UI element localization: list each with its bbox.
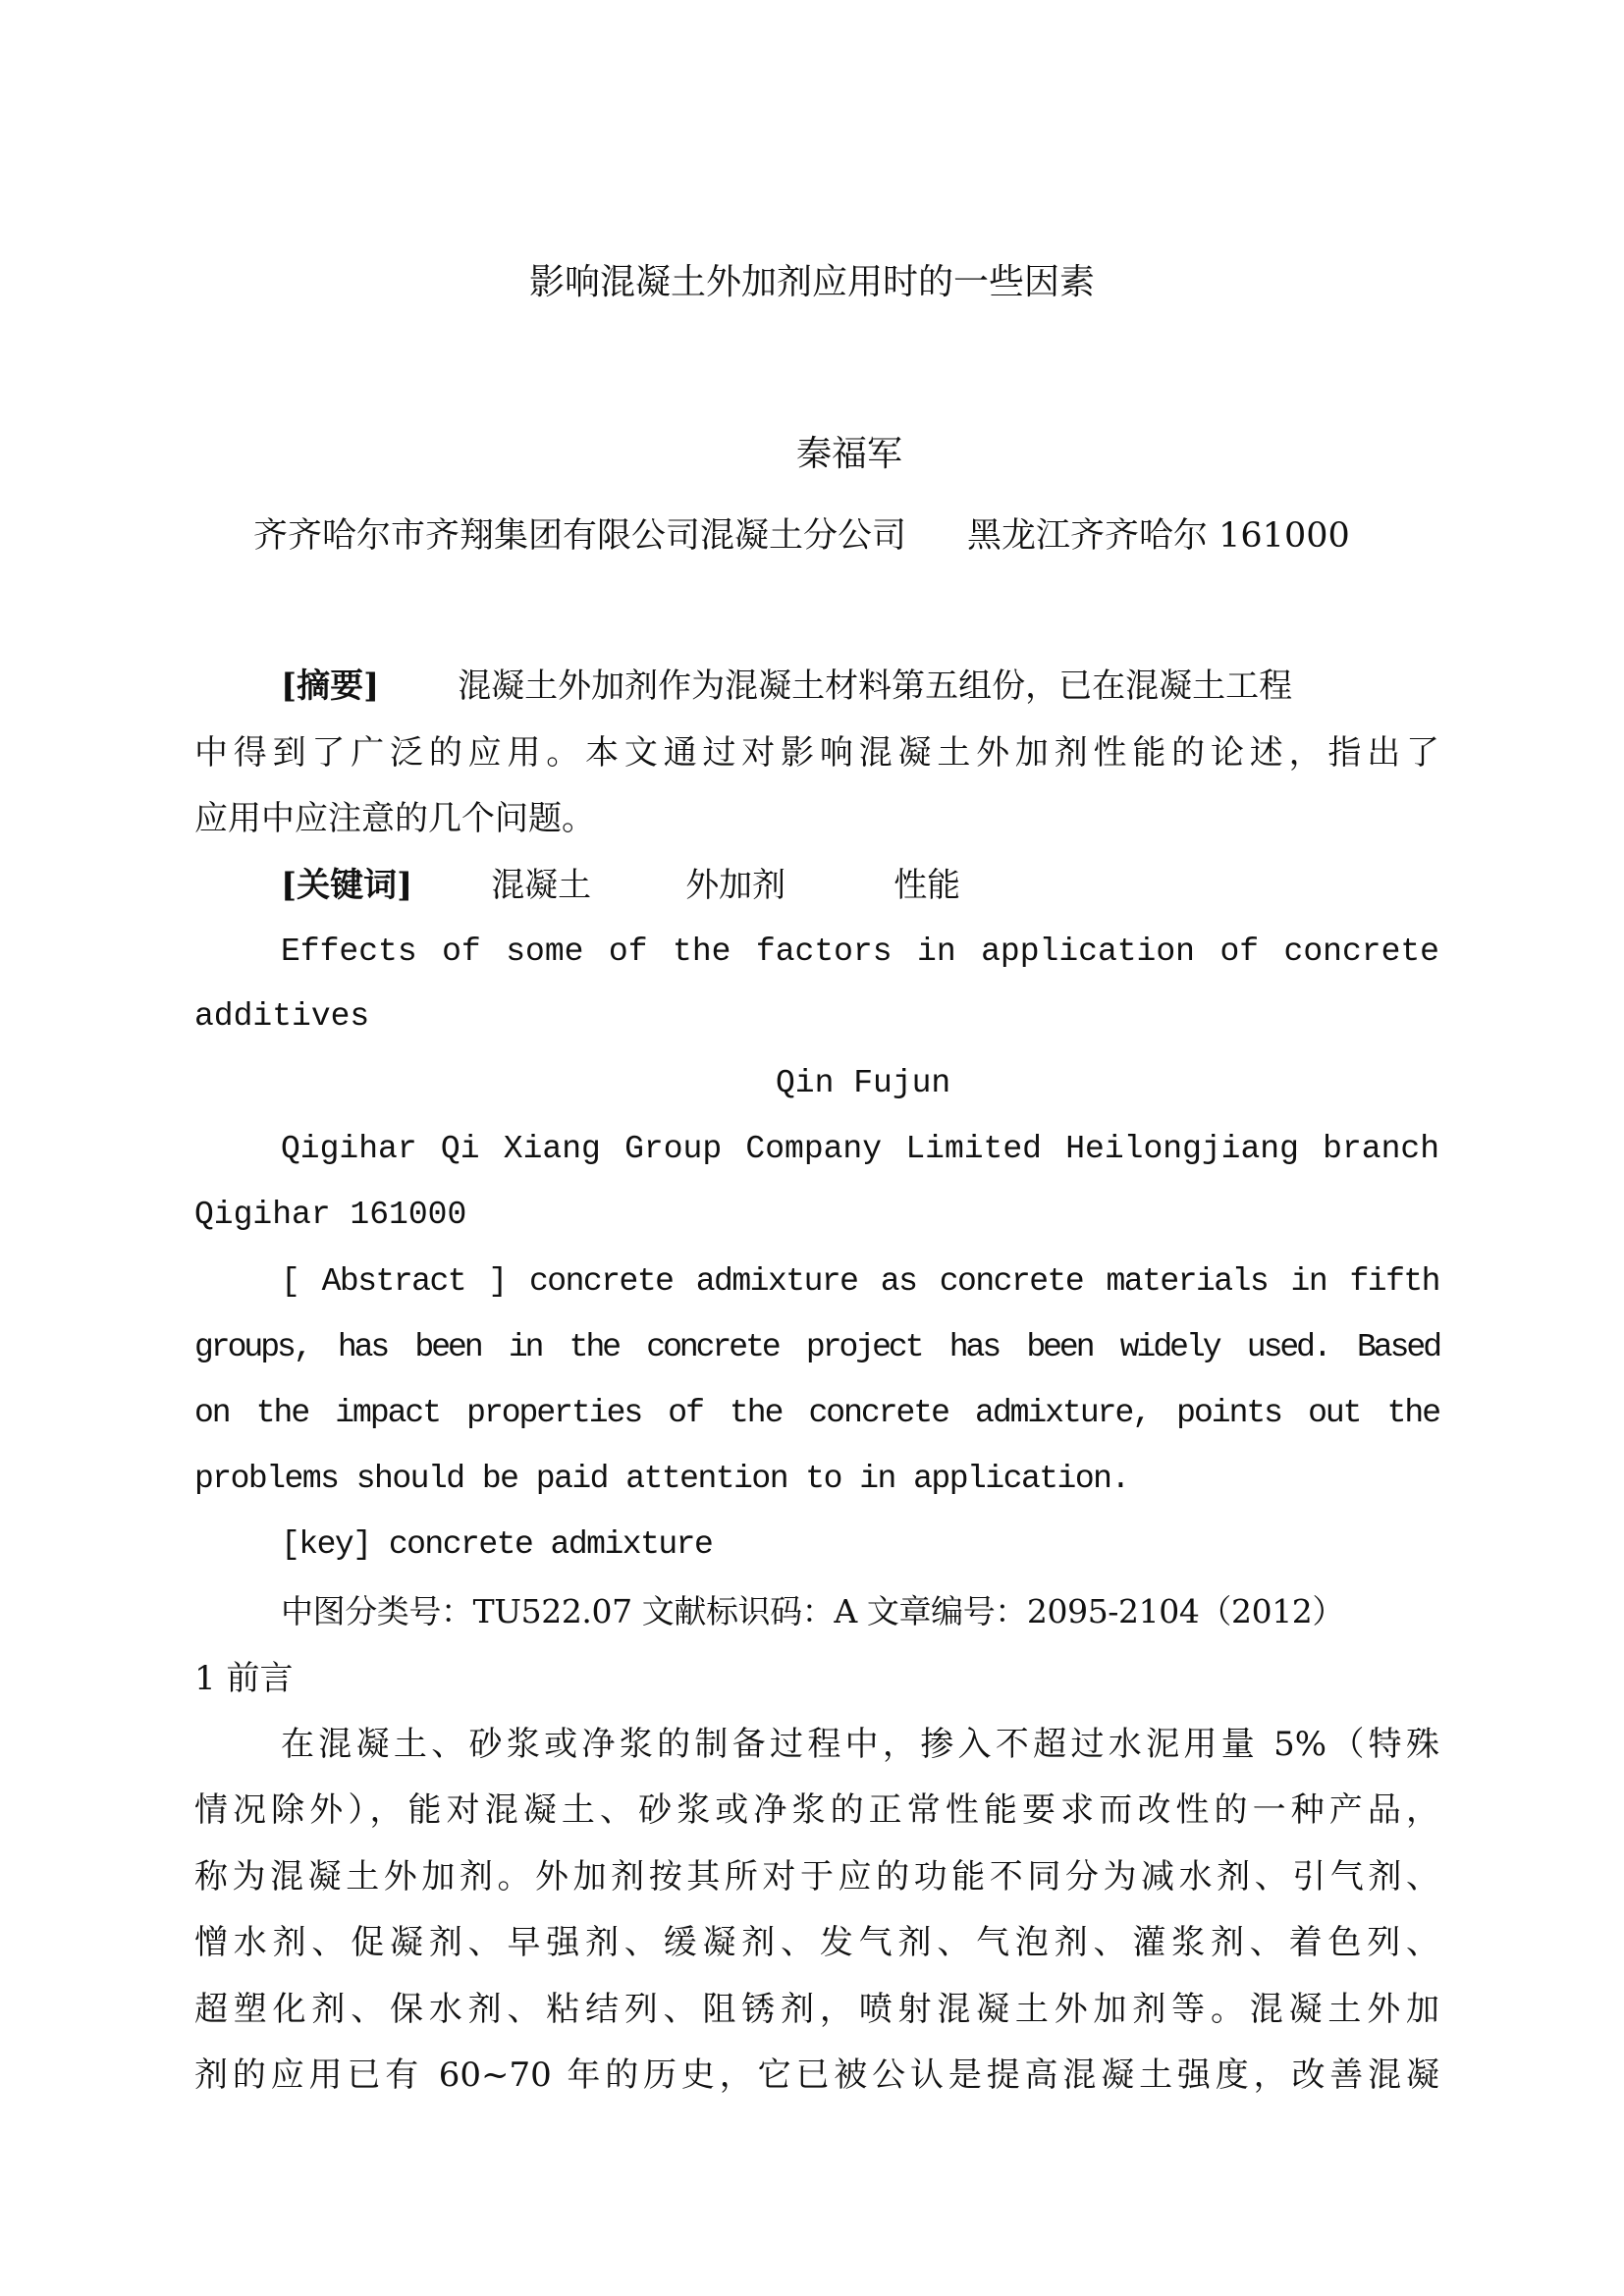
- keywords-cn: [281, 864, 960, 907]
- paper-title: 影响混凝土外加剂应用时的一些因素: [528, 262, 1095, 302]
- author-name: 秦福军: [795, 434, 902, 474]
- body-line-4: 憎水剂、促凝剂、早强剂、缓凝剂、发气剂、气泡剂、灌浆剂、着色列、: [194, 1923, 1439, 1962]
- abstract-en-line-1: [ Abstract ] concrete admixture as concrete materials in fifth: [281, 1263, 1439, 1300]
- title-en-line-1: Effects of some of the factors in application of concrete: [281, 934, 1439, 970]
- body-line-6: 剂的应用已有 60~70 年的历史，它已被公认是提高混凝土强度，改善混凝: [194, 2056, 1439, 2095]
- body-line-2: 情况除外），能对混凝土、砂浆或净浆的正常性能要求而改性的一种产品，: [194, 1790, 1439, 1830]
- keyword-cn-item: 性能: [893, 866, 961, 905]
- title-en-line-2: additives: [194, 998, 370, 1035]
- keywords-en: [key] concrete admixture: [281, 1526, 713, 1563]
- affiliation-org: 齐齐哈尔市齐翔集团有限公司混凝土分公司: [253, 516, 907, 556]
- abstract-cn-line-2: 中得到了广泛的应用。本文通过对影响混凝土外加剂性能的论述，指出了: [194, 733, 1439, 773]
- section-heading: 1 前言: [194, 1659, 294, 1698]
- body-line-5: 超塑化剂、保水剂、粘结列、阻锈剂，喷射混凝土外加剂等。混凝土外加: [194, 1990, 1439, 2029]
- abstract-en-line-3: on the impact properties of the concrete admixture, points out the: [194, 1395, 1439, 1431]
- keyword-cn-item: 外加剂: [685, 866, 786, 905]
- affiliation: [253, 514, 1350, 558]
- author-en: Qin Fujun: [776, 1065, 951, 1101]
- keyword-cn-item: 混凝土: [491, 866, 592, 905]
- classification-info: 中图分类号：TU522.07 文献标识码：A 文章编号：2095-2104（2012）: [281, 1592, 1344, 1630]
- affiliation-location: 黑龙江齐齐哈尔 161000: [967, 516, 1350, 556]
- abstract-cn-line-1: [281, 665, 1439, 708]
- affiliation-en-line-2: Qigihar 161000: [194, 1197, 467, 1233]
- abstract-en-line-4: problems should be paid attention to in application.: [194, 1461, 1129, 1497]
- abstract-cn-text: 混凝土外加剂作为混凝土材料第五组份，已在混凝土工程: [458, 667, 1293, 706]
- abstract-cn-line-3: 应用中应注意的几个问题。: [194, 799, 595, 838]
- abstract-cn-label: [摘要]: [281, 667, 380, 706]
- abstract-en-line-2: groups, has been in the concrete project has been widely used. Based: [194, 1329, 1439, 1365]
- affiliation-en-line-1: Qigihar Qi Xiang Group Company Limited Heilongjiang branch: [281, 1131, 1439, 1167]
- body-line-3: 称为混凝土外加剂。外加剂按其所对于应的功能不同分为减水剂、引气剂、: [194, 1857, 1439, 1896]
- keywords-cn-label: [关键词]: [281, 866, 413, 905]
- body-line-1: 在混凝土、砂浆或净浆的制备过程中，掺入不超过水泥用量 5%（特殊: [281, 1725, 1439, 1764]
